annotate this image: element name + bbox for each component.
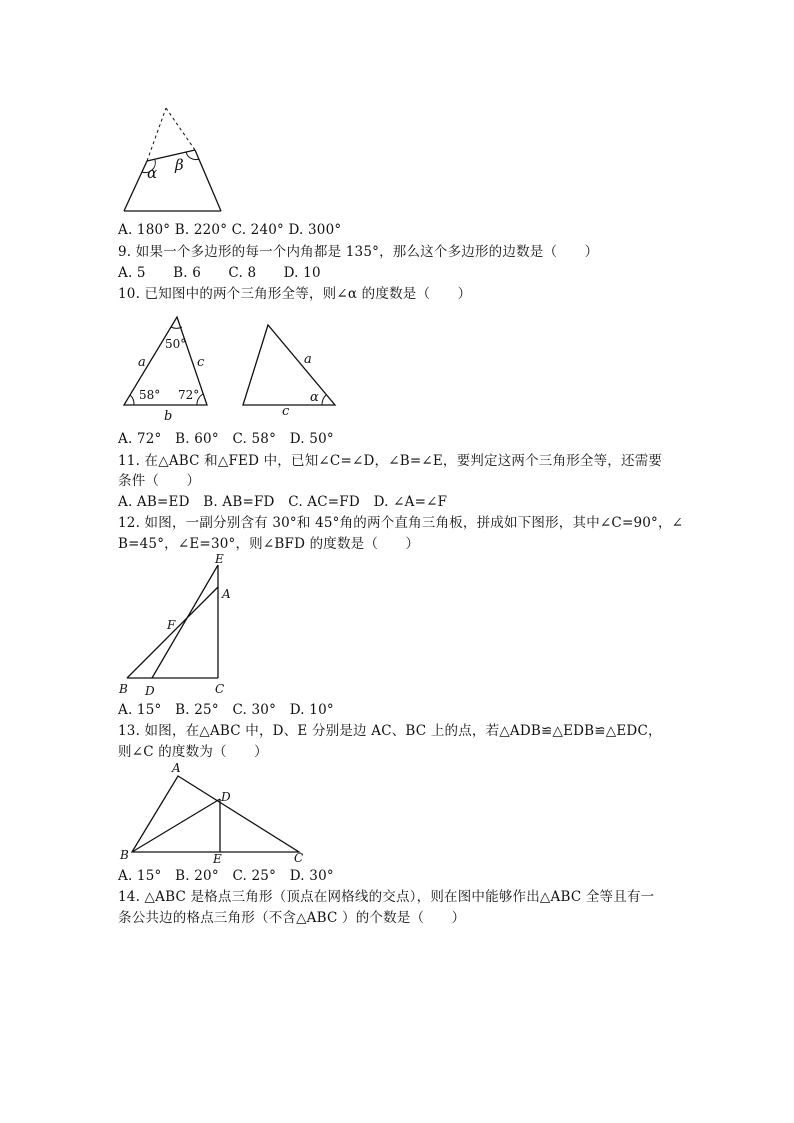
q10-angle-top: 50°: [165, 337, 187, 351]
q8-options: A. 180° B. 220° C. 240° D. 300°: [118, 222, 342, 238]
q8-alpha-label: α: [147, 164, 158, 182]
q10-side-a: a: [138, 355, 146, 370]
q13-options: A. 15° B. 20° C. 25° D. 30°: [118, 868, 334, 884]
q10-side-b: b: [164, 409, 173, 424]
q13-label-C: C: [294, 851, 304, 865]
q13-stem-line2: 则∠C 的度数为（ ）: [118, 744, 268, 760]
q13-label-B: B: [120, 848, 129, 862]
q10-angle-left: 58°: [139, 388, 161, 402]
q12-label-B: B: [119, 682, 128, 696]
q14-stem-line1: 14. △ABC 是格点三角形（顶点在网格线的交点），则在图中能够作出△ABC 全等且有一: [118, 889, 655, 905]
q12-label-A: A: [222, 587, 231, 601]
q14-stem-line2: 条公共边的格点三角形（不含△ABC ）的个数是（ ）: [118, 910, 466, 926]
q12-label-F: F: [167, 618, 176, 632]
q13-label-D: D: [221, 790, 231, 804]
q12-label-E: E: [215, 552, 224, 566]
q10-options: A. 72° B. 60° C. 58° D. 50°: [118, 431, 334, 447]
q13-label-E: E: [213, 852, 222, 866]
q12-label-D: D: [145, 684, 155, 698]
q13-label-A: A: [172, 761, 181, 775]
q8-figure: [118, 100, 228, 216]
q12-stem-line2: B=45°，∠E=30°，则∠BFD 的度数是（ ）: [118, 536, 420, 552]
q10-angle-right: 72°: [178, 388, 200, 402]
q12-stem-line1: 12. 如图，一副分别含有 30°和 45°角的两个直角三角板，拼成如下图形，其中∠C=90°，∠: [118, 515, 684, 531]
q11-options: A. AB=ED B. AB=FD C. AC=FD D. ∠A=∠F: [118, 494, 448, 510]
q9-stem: 9. 如果一个多边形的每一个内角都是 135°，那么这个多边形的边数是（ ）: [118, 244, 599, 260]
q10-side-c: c: [197, 355, 205, 370]
q8-beta-label: β: [175, 156, 184, 174]
q10-t2-side-c: c: [282, 404, 290, 419]
q11-stem-line2: 条件（ ）: [118, 473, 201, 489]
q10-t2-side-a: a: [304, 352, 312, 367]
q9-options: A. 5 B. 6 C. 8 D. 10: [118, 265, 321, 281]
q13-stem-line1: 13. 如图，在△ABC 中，D、E 分别是边 AC、BC 上的点，若△ADB≌△EDB≌△EDC，: [118, 723, 662, 739]
q10-stem: 10. 已知图中的两个三角形全等，则∠α 的度数是（ ）: [118, 286, 472, 302]
q10-t2-alpha: α: [310, 390, 319, 405]
q12-label-C: C: [215, 682, 225, 696]
q13-figure: [118, 760, 318, 868]
q10-figure: [118, 310, 348, 425]
q12-options: A. 15° B. 25° C. 30° D. 10°: [118, 702, 334, 718]
q11-stem-line1: 11. 在△ABC 和△FED 中，已知∠C=∠D，∠B=∠E，要判定这两个三角形全等，还需要: [118, 453, 663, 469]
q12-figure: [118, 553, 248, 701]
